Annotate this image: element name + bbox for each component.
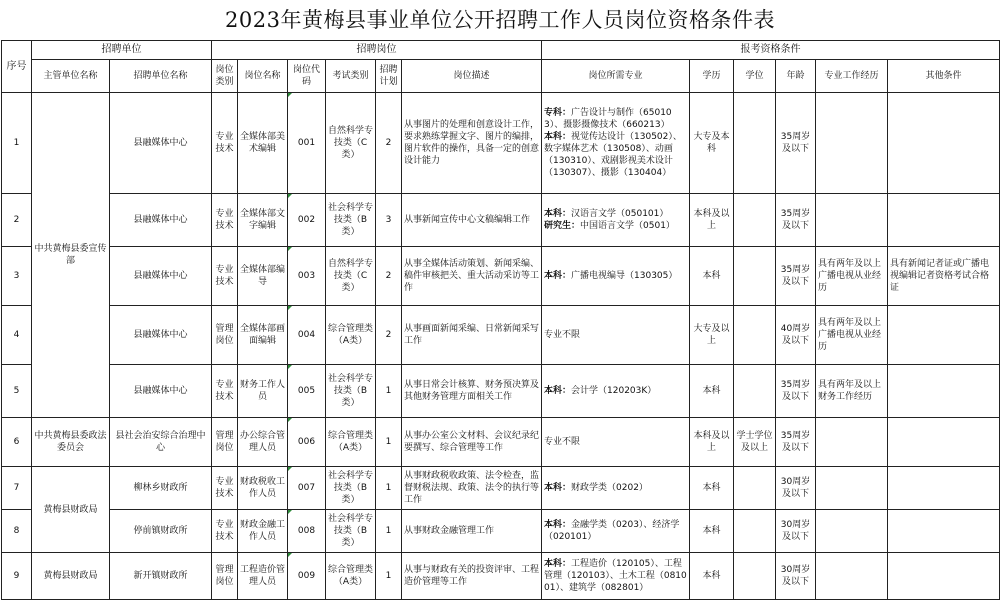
major-level-label: 本科： xyxy=(544,209,572,219)
cell-unit: 县融媒体中心 xyxy=(110,365,212,418)
header-seq: 序号 xyxy=(2,41,32,93)
cell-edu: 本科及以上 xyxy=(690,194,734,247)
cell-seq: 2 xyxy=(2,194,32,247)
cell-post-name: 财政金融工作人员 xyxy=(238,510,288,553)
cell-exp xyxy=(816,93,888,194)
header-plan: 招聘计划 xyxy=(376,60,402,93)
header-other: 其他条件 xyxy=(888,60,1000,93)
cell-exam-type: 综合管理类（A类） xyxy=(326,306,376,365)
cell-other xyxy=(888,418,1000,467)
cell-post-code: 003 xyxy=(288,247,326,306)
cell-degree xyxy=(734,306,776,365)
major-text: 中国语言文学（0501） xyxy=(580,221,675,231)
cell-exp xyxy=(816,194,888,247)
table-row xyxy=(2,467,1000,510)
cell-exam-type: 社会科学专技类（B类） xyxy=(326,467,376,510)
cell-exam-type: 自然科学专技类（C类） xyxy=(326,247,376,306)
cell-plan: 2 xyxy=(376,247,402,306)
table-row xyxy=(2,194,1000,247)
cell-edu: 本科及以上 xyxy=(690,418,734,467)
cell-age: 35周岁及以下 xyxy=(776,93,816,194)
cell-desc: 从事全媒体活动策划、新闻采编、稿件审核把关、重大活动采访等工作 xyxy=(402,247,542,306)
cell-exp xyxy=(816,418,888,467)
major-text: 专业不限 xyxy=(544,330,581,340)
cell-dept: 中共黄梅县委政法委员会 xyxy=(32,418,110,467)
cell-age: 40周岁及以下 xyxy=(776,306,816,365)
cell-unit: 县融媒体中心 xyxy=(110,93,212,194)
cell-degree xyxy=(734,93,776,194)
table-row xyxy=(2,247,1000,306)
header-unit-group: 招聘单位 xyxy=(32,41,212,60)
header-row-1 xyxy=(2,41,1000,60)
cell-plan: 2 xyxy=(376,93,402,194)
table-row xyxy=(2,93,1000,194)
cell-plan: 1 xyxy=(376,510,402,553)
cell-post-code: 007 xyxy=(288,467,326,510)
cell-other xyxy=(888,194,1000,247)
cell-other xyxy=(888,306,1000,365)
cell-exam-type: 综合管理类（A类） xyxy=(326,553,376,600)
cell-post-name: 办公综合管理人员 xyxy=(238,418,288,467)
cell-post-name: 全媒体部文字编辑 xyxy=(238,194,288,247)
cell-post-type: 管理岗位 xyxy=(212,306,238,365)
cell-age: 35周岁及以下 xyxy=(776,247,816,306)
cell-post-type: 专业技术 xyxy=(212,194,238,247)
cell-major xyxy=(542,306,690,365)
cell-post-name: 工程造价管理人员 xyxy=(238,553,288,600)
cell-post-code: 002 xyxy=(288,194,326,247)
header-post-type: 岗位类别 xyxy=(212,60,238,93)
cell-unit: 县融媒体中心 xyxy=(110,194,212,247)
cell-desc: 从事图片的处理和创意设计工作，要求熟练掌握文字、图片的编排，图片软件的操作，具备一定的创意设计能力 xyxy=(402,93,542,194)
cell-age: 30周岁及以下 xyxy=(776,467,816,510)
cell-desc: 从事办公室公文材料、会议纪录纪要撰写、综合管理等工作 xyxy=(402,418,542,467)
header-dept: 主管单位名称 xyxy=(32,60,110,93)
cell-unit: 停前镇财政所 xyxy=(110,510,212,553)
cell-degree xyxy=(734,194,776,247)
header-req-group: 报考资格条件 xyxy=(542,41,1000,60)
cell-seq: 1 xyxy=(2,93,32,194)
cell-unit: 柳林乡财政所 xyxy=(110,467,212,510)
cell-desc: 从事日常会计核算、财务预决算及其他财务管理方面相关工作 xyxy=(402,365,542,418)
cell-major xyxy=(542,194,690,247)
cell-exp xyxy=(816,553,888,600)
cell-other xyxy=(888,510,1000,553)
cell-exp: 具有两年及以上广播电视从业经历 xyxy=(816,306,888,365)
cell-other xyxy=(888,93,1000,194)
header-major: 岗位所需专业 xyxy=(542,60,690,93)
cell-plan: 2 xyxy=(376,306,402,365)
cell-desc: 从事与财政有关的投资评审、工程造价管理等工作 xyxy=(402,553,542,600)
major-text: 专业不限 xyxy=(544,437,581,447)
major-level-label: 本科： xyxy=(544,559,572,569)
cell-other xyxy=(888,467,1000,510)
major-level-label: 本科： xyxy=(544,386,572,396)
cell-dept: 黄梅县财政局 xyxy=(32,553,110,600)
cell-major xyxy=(542,553,690,600)
cell-degree xyxy=(734,247,776,306)
major-level-label: 研究生： xyxy=(544,221,581,231)
cell-other: 具有新闻记者证或广播电视编辑记者资格考试合格证 xyxy=(888,247,1000,306)
cell-post-code: 006 xyxy=(288,418,326,467)
major-level-label: 本科： xyxy=(544,271,572,281)
header-unit: 招聘单位名称 xyxy=(110,60,212,93)
major-text: 会计学（120203K） xyxy=(571,386,657,396)
cell-dept: 中共黄梅县委宣传部 xyxy=(32,93,110,418)
cell-major xyxy=(542,418,690,467)
cell-age: 35周岁及以下 xyxy=(776,194,816,247)
cell-seq: 7 xyxy=(2,467,32,510)
table-row xyxy=(2,365,1000,418)
qualification-table xyxy=(1,40,1000,600)
cell-post-name: 财政税收工作人员 xyxy=(238,467,288,510)
cell-post-type: 管理岗位 xyxy=(212,418,238,467)
major-text: 财政学类（0202） xyxy=(571,483,648,493)
cell-degree xyxy=(734,510,776,553)
major-level-label: 本科： xyxy=(544,132,572,142)
header-degree: 学位 xyxy=(734,60,776,93)
major-text: 视觉传达设计（130502）、数字媒体艺术（130508）、动画（130310）、戏剧影视美术设计（130307）、摄影（130404） xyxy=(544,132,682,178)
cell-post-name: 全媒体部画面编辑 xyxy=(238,306,288,365)
cell-unit: 县融媒体中心 xyxy=(110,247,212,306)
major-text: 汉语言文学（050101） xyxy=(571,209,669,219)
header-post-name: 岗位名称 xyxy=(238,60,288,93)
cell-unit: 县社会治安综合治理中心 xyxy=(110,418,212,467)
cell-post-type: 专业技术 xyxy=(212,467,238,510)
cell-edu: 本科 xyxy=(690,247,734,306)
table-row xyxy=(2,306,1000,365)
cell-degree xyxy=(734,467,776,510)
major-text: 工程造价（120105）、工程管理（120103）、土木工程（081001）、建筑学（082801） xyxy=(544,559,687,593)
cell-post-code: 004 xyxy=(288,306,326,365)
cell-edu: 大专及以上 xyxy=(690,306,734,365)
cell-age: 35周岁及以下 xyxy=(776,365,816,418)
cell-edu: 本科 xyxy=(690,467,734,510)
cell-post-code: 008 xyxy=(288,510,326,553)
cell-exam-type: 社会科学专技类（B类） xyxy=(326,365,376,418)
cell-major xyxy=(542,365,690,418)
header-exam-type: 考试类别 xyxy=(326,60,376,93)
cell-exam-type: 社会科学专技类（B类） xyxy=(326,194,376,247)
cell-post-name: 财务工作人员 xyxy=(238,365,288,418)
cell-seq: 8 xyxy=(2,510,32,553)
cell-edu: 本科 xyxy=(690,365,734,418)
cell-exp xyxy=(816,467,888,510)
cell-seq: 3 xyxy=(2,247,32,306)
header-edu: 学历 xyxy=(690,60,734,93)
major-text: 金融学类（0203）、经济学（020101） xyxy=(544,520,680,542)
cell-post-name: 全媒体部美术编辑 xyxy=(238,93,288,194)
cell-desc: 从事财政金融管理工作 xyxy=(402,510,542,553)
cell-other xyxy=(888,553,1000,600)
cell-age: 30周岁及以下 xyxy=(776,553,816,600)
cell-post-type: 专业技术 xyxy=(212,247,238,306)
table-row xyxy=(2,553,1000,600)
cell-post-name: 全媒体部编导 xyxy=(238,247,288,306)
cell-plan: 3 xyxy=(376,194,402,247)
cell-post-code: 001 xyxy=(288,93,326,194)
cell-major xyxy=(542,247,690,306)
header-row-2 xyxy=(2,60,1000,93)
cell-edu: 本科 xyxy=(690,553,734,600)
cell-exam-type: 社会科学专技类（B类） xyxy=(326,510,376,553)
cell-plan: 1 xyxy=(376,467,402,510)
cell-seq: 4 xyxy=(2,306,32,365)
table-row xyxy=(2,418,1000,467)
cell-degree: 学士学位及以上 xyxy=(734,418,776,467)
page-title: 2023年黄梅县事业单位公开招聘工作人员岗位资格条件表 xyxy=(225,8,775,32)
cell-major xyxy=(542,467,690,510)
cell-post-code: 005 xyxy=(288,365,326,418)
header-post-code: 岗位代码 xyxy=(288,60,326,93)
header-post-group: 招聘岗位 xyxy=(212,41,542,60)
cell-post-type: 专业技术 xyxy=(212,365,238,418)
major-text: 广告设计与制作（650103）、摄影摄像技术（660213） xyxy=(544,108,672,130)
cell-plan: 1 xyxy=(376,418,402,467)
cell-plan: 1 xyxy=(376,365,402,418)
cell-seq: 9 xyxy=(2,553,32,600)
cell-other xyxy=(888,365,1000,418)
cell-post-code: 009 xyxy=(288,553,326,600)
cell-exp: 具有两年及以上广播电视从业经历 xyxy=(816,247,888,306)
cell-desc: 从事画面新闻采编、日常新闻采写工作 xyxy=(402,306,542,365)
cell-desc: 从事财政税收政策、法令检查，监督财税法规、政策、法令的执行等工作 xyxy=(402,467,542,510)
table-row xyxy=(2,510,1000,553)
header-exp: 专业工作经历 xyxy=(816,60,888,93)
major-level-label: 专科： xyxy=(544,108,572,118)
cell-exam-type: 自然科学专技类（C类） xyxy=(326,93,376,194)
cell-dept: 黄梅县财政局 xyxy=(32,467,110,553)
major-level-label: 本科： xyxy=(544,520,572,530)
cell-major xyxy=(542,93,690,194)
cell-exp: 具有两年及以上财务工作经历 xyxy=(816,365,888,418)
header-age: 年龄 xyxy=(776,60,816,93)
cell-age: 35周岁及以下 xyxy=(776,418,816,467)
cell-unit: 新开镇财政所 xyxy=(110,553,212,600)
header-desc: 岗位描述 xyxy=(402,60,542,93)
major-level-label: 本科： xyxy=(544,483,572,493)
cell-exp xyxy=(816,510,888,553)
cell-edu: 本科 xyxy=(690,510,734,553)
cell-seq: 5 xyxy=(2,365,32,418)
cell-major xyxy=(542,510,690,553)
cell-post-type: 专业技术 xyxy=(212,93,238,194)
cell-seq: 6 xyxy=(2,418,32,467)
major-text: 广播电视编导（130305） xyxy=(571,271,678,281)
cell-post-type: 专业技术 xyxy=(212,510,238,553)
cell-degree xyxy=(734,365,776,418)
cell-exam-type: 综合管理类（A类） xyxy=(326,418,376,467)
cell-edu: 大专及本科 xyxy=(690,93,734,194)
cell-unit: 县融媒体中心 xyxy=(110,306,212,365)
cell-plan: 1 xyxy=(376,553,402,600)
cell-post-type: 管理岗位 xyxy=(212,553,238,600)
cell-desc: 从事新闻宣传中心文稿编辑工作 xyxy=(402,194,542,247)
cell-age: 30周岁及以下 xyxy=(776,510,816,553)
cell-degree xyxy=(734,553,776,600)
